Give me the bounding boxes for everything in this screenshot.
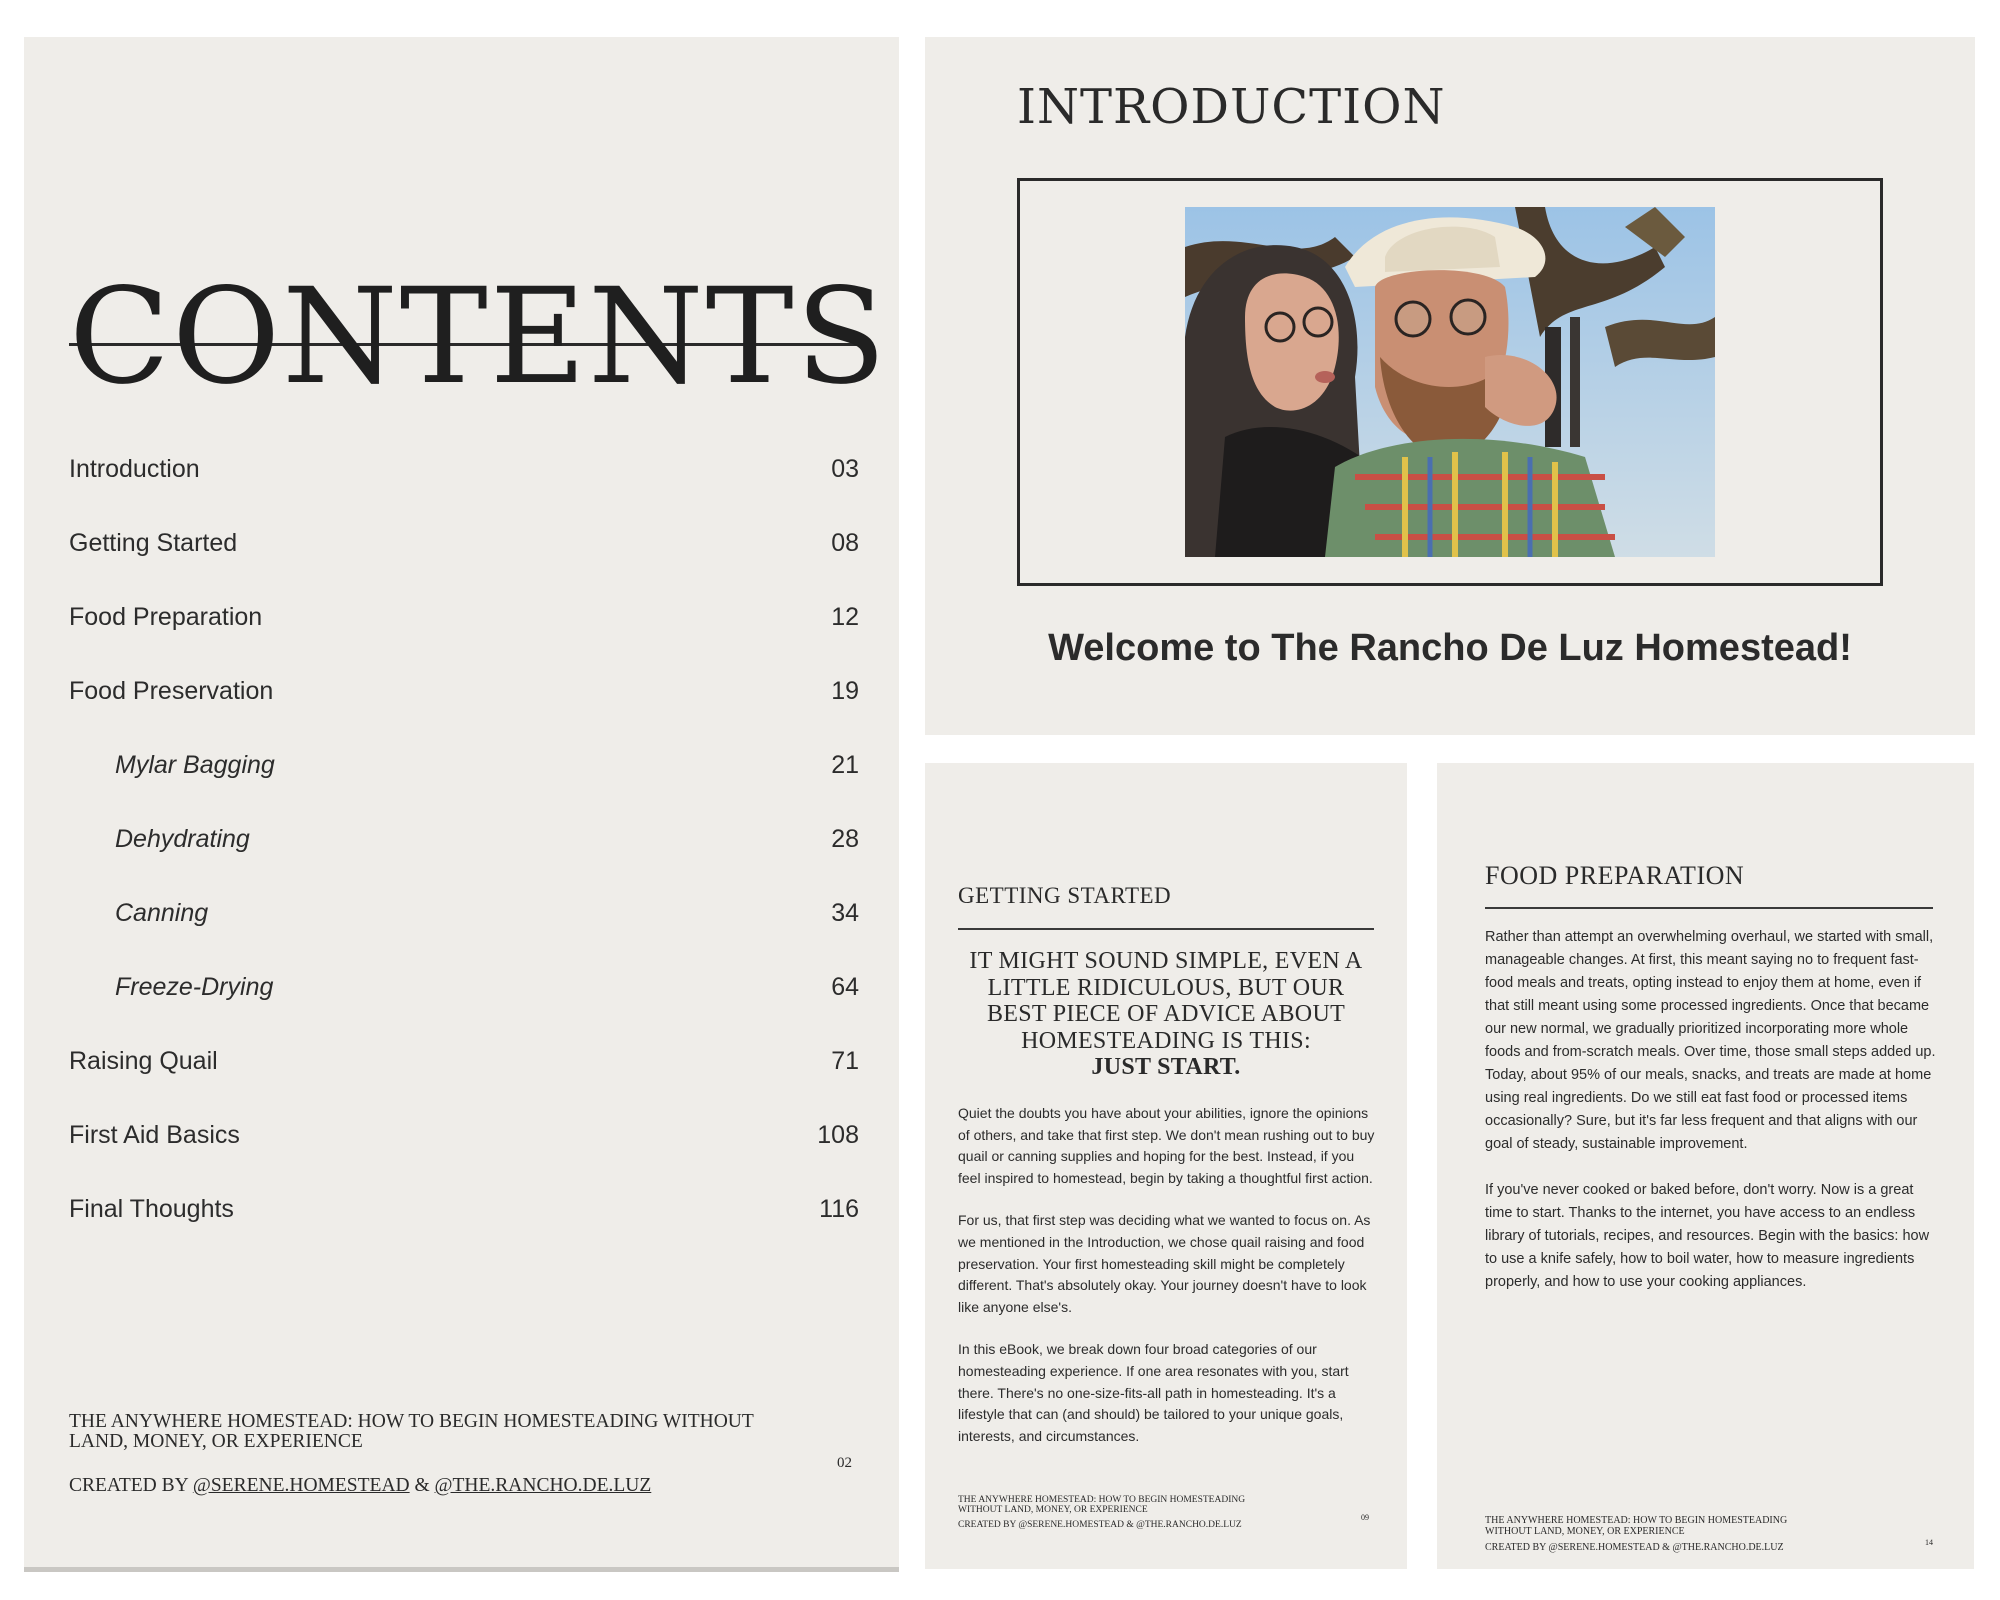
food-preparation-footer <box>1485 1516 1815 1554</box>
toc-entry-label: Canning <box>115 899 209 927</box>
heading-divider <box>958 928 1374 930</box>
food-preparation-body <box>1485 926 1941 1317</box>
getting-started-footer <box>958 1495 1258 1530</box>
contents-title: CONTENTS <box>69 260 889 414</box>
paragraph: Quiet the doubts you have about your abilities, ignore the opinions of others, and take that first step. We don't mean rushing out to buy quail or canning supplies and hoping for the best. Instead, if you feel inspired to homestead, begin by taking a thoughtful first action. <box>958 1105 1375 1186</box>
paragraph: Rather than attempt an overwhelming overhaul, we started with small, manageable changes. At first, this meant saying no to frequent fast-food meals and treats, opting instead to enjoy them at home, even if that still meant using some processed ingredients. Once that became our new normal, we gradually prioritized incorporating more whole foods and from-scratch meals. Over time, those small steps added up. Today, about 95% of our meals, snacks, and treats are made at home using real ingredients. Do we still eat fast food or processed items occasionally? Sure, but it's far less frequent and that aligns with our goal of steady, sustainable improvement. <box>1485 929 1936 1152</box>
footer-created-by: CREATED BY <box>69 1475 188 1496</box>
food-preparation-page <box>1437 763 1974 1569</box>
pull-quote-emphasis: JUST START. <box>1091 1054 1241 1080</box>
toc-entry[interactable] <box>69 1172 859 1246</box>
couple-photo <box>1185 207 1715 557</box>
toc-entry-page: 34 <box>831 899 859 927</box>
introduction-page <box>925 37 1975 735</box>
paragraph: If you've never cooked or baked before, don't worry. Now is a great time to start. Thanks to the internet, you have access to an endless library of tutorials, recipes, and resources. Begin with the basics: how to use a knife safely, how to boil water, how to measure ingredients properly, and how to use your cooking appliances. <box>1485 1182 1930 1290</box>
contents-footer-credits <box>69 1475 651 1497</box>
toc-entry[interactable] <box>69 802 859 876</box>
contents-title-block <box>69 237 889 437</box>
contents-page-number: 02 <box>837 1455 852 1471</box>
getting-started-body <box>958 1103 1378 1468</box>
paragraph: In this eBook, we break down four broad categories of our homesteading experience. If one area resonates with you, start there. There's no one-size-fits-all path in homesteading. It's a lifestyle that can (and should) be tailored to your unique goals, interests, and circumstances. <box>958 1341 1349 1444</box>
heading-divider <box>1485 907 1933 909</box>
getting-started-page-number: 09 <box>1361 1513 1369 1522</box>
toc-entry-page: 28 <box>831 825 859 853</box>
footer-handle-rancho[interactable]: @THE.RANCHO.DE.LUZ <box>434 1475 652 1496</box>
food-preparation-page-number: 14 <box>1925 1538 1933 1547</box>
toc-entry-label: Final Thoughts <box>69 1195 234 1223</box>
toc-entry-label: Dehydrating <box>115 825 250 853</box>
toc-entry-label: Raising Quail <box>69 1047 218 1075</box>
toc-entry-page: 71 <box>831 1047 859 1075</box>
toc-entry[interactable] <box>69 728 859 802</box>
toc-entry-label: Freeze-Drying <box>115 973 274 1001</box>
pull-quote-text: IT MIGHT SOUND SIMPLE, EVEN A LITTLE RIDICULOUS, BUT OUR BEST PIECE OF ADVICE ABOUT HOMESTEADING IS THIS: <box>969 948 1363 1054</box>
table-of-contents <box>69 432 859 1246</box>
toc-entry-label: Food Preparation <box>69 603 263 631</box>
footer-ampersand: & <box>414 1475 430 1496</box>
getting-started-heading: GETTING STARTED <box>958 883 1172 908</box>
toc-entry-page: 21 <box>831 751 859 779</box>
pull-quote <box>958 948 1374 1081</box>
toc-entry[interactable] <box>69 432 859 506</box>
food-preparation-heading: FOOD PREPARATION <box>1485 861 1745 890</box>
footer-handle-serene[interactable]: @SERENE.HOMESTEAD <box>192 1475 410 1496</box>
introduction-heading: INTRODUCTION <box>1017 79 1446 135</box>
toc-entry[interactable] <box>69 950 859 1024</box>
toc-entry[interactable] <box>69 1098 859 1172</box>
contents-footer-title: THE ANYWHERE HOMESTEAD: HOW TO BEGIN HOMESTEADING WITHOUT LAND, MONEY, OR EXPERIENCE <box>69 1411 754 1452</box>
toc-entry[interactable] <box>69 1024 859 1098</box>
getting-started-page <box>925 763 1407 1569</box>
toc-entry[interactable] <box>69 506 859 580</box>
toc-entry[interactable] <box>69 876 859 950</box>
toc-entry-label: First Aid Basics <box>69 1121 240 1149</box>
toc-entry-label: Getting Started <box>69 529 238 557</box>
toc-entry-page: 108 <box>817 1121 859 1149</box>
toc-entry-page: 12 <box>831 603 859 631</box>
toc-entry-page: 08 <box>831 529 859 557</box>
toc-entry-page: 116 <box>819 1195 859 1223</box>
toc-entry-label: Food Preservation <box>69 677 274 705</box>
contents-page <box>24 37 899 1567</box>
toc-entry-page: 03 <box>831 455 859 483</box>
footer-credits: CREATED BY @SERENE.HOMESTEAD & @THE.RANCHO.DE.LUZ <box>958 1520 1242 1530</box>
toc-entry-page: 64 <box>831 973 859 1001</box>
toc-entry-label: Introduction <box>69 455 200 483</box>
toc-entry-label: Mylar Bagging <box>115 751 275 779</box>
paragraph: For us, that first step was deciding what we wanted to focus on. As we mentioned in the Introduction, we chose quail raising and food preservation. Your first homesteading skill might be completely different. That's absolutely okay. Your journey doesn't have to look like anyone else's. <box>958 1212 1371 1315</box>
footer-title: THE ANYWHERE HOMESTEAD: HOW TO BEGIN HOMESTEADING WITHOUT LAND, MONEY, OR EXPERIENCE <box>958 1495 1246 1515</box>
footer-title: THE ANYWHERE HOMESTEAD: HOW TO BEGIN HOMESTEADING WITHOUT LAND, MONEY, OR EXPERIENCE <box>1485 1515 1788 1537</box>
footer-credits: CREATED BY @SERENE.HOMESTEAD & @THE.RANCHO.DE.LUZ <box>1485 1542 1784 1553</box>
couple-photo-illustration <box>1185 207 1715 557</box>
toc-entry[interactable] <box>69 654 859 728</box>
welcome-text: Welcome to The Rancho De Luz Homestead! <box>1048 627 1852 669</box>
toc-entry[interactable] <box>69 580 859 654</box>
toc-entry-page: 19 <box>831 677 859 705</box>
